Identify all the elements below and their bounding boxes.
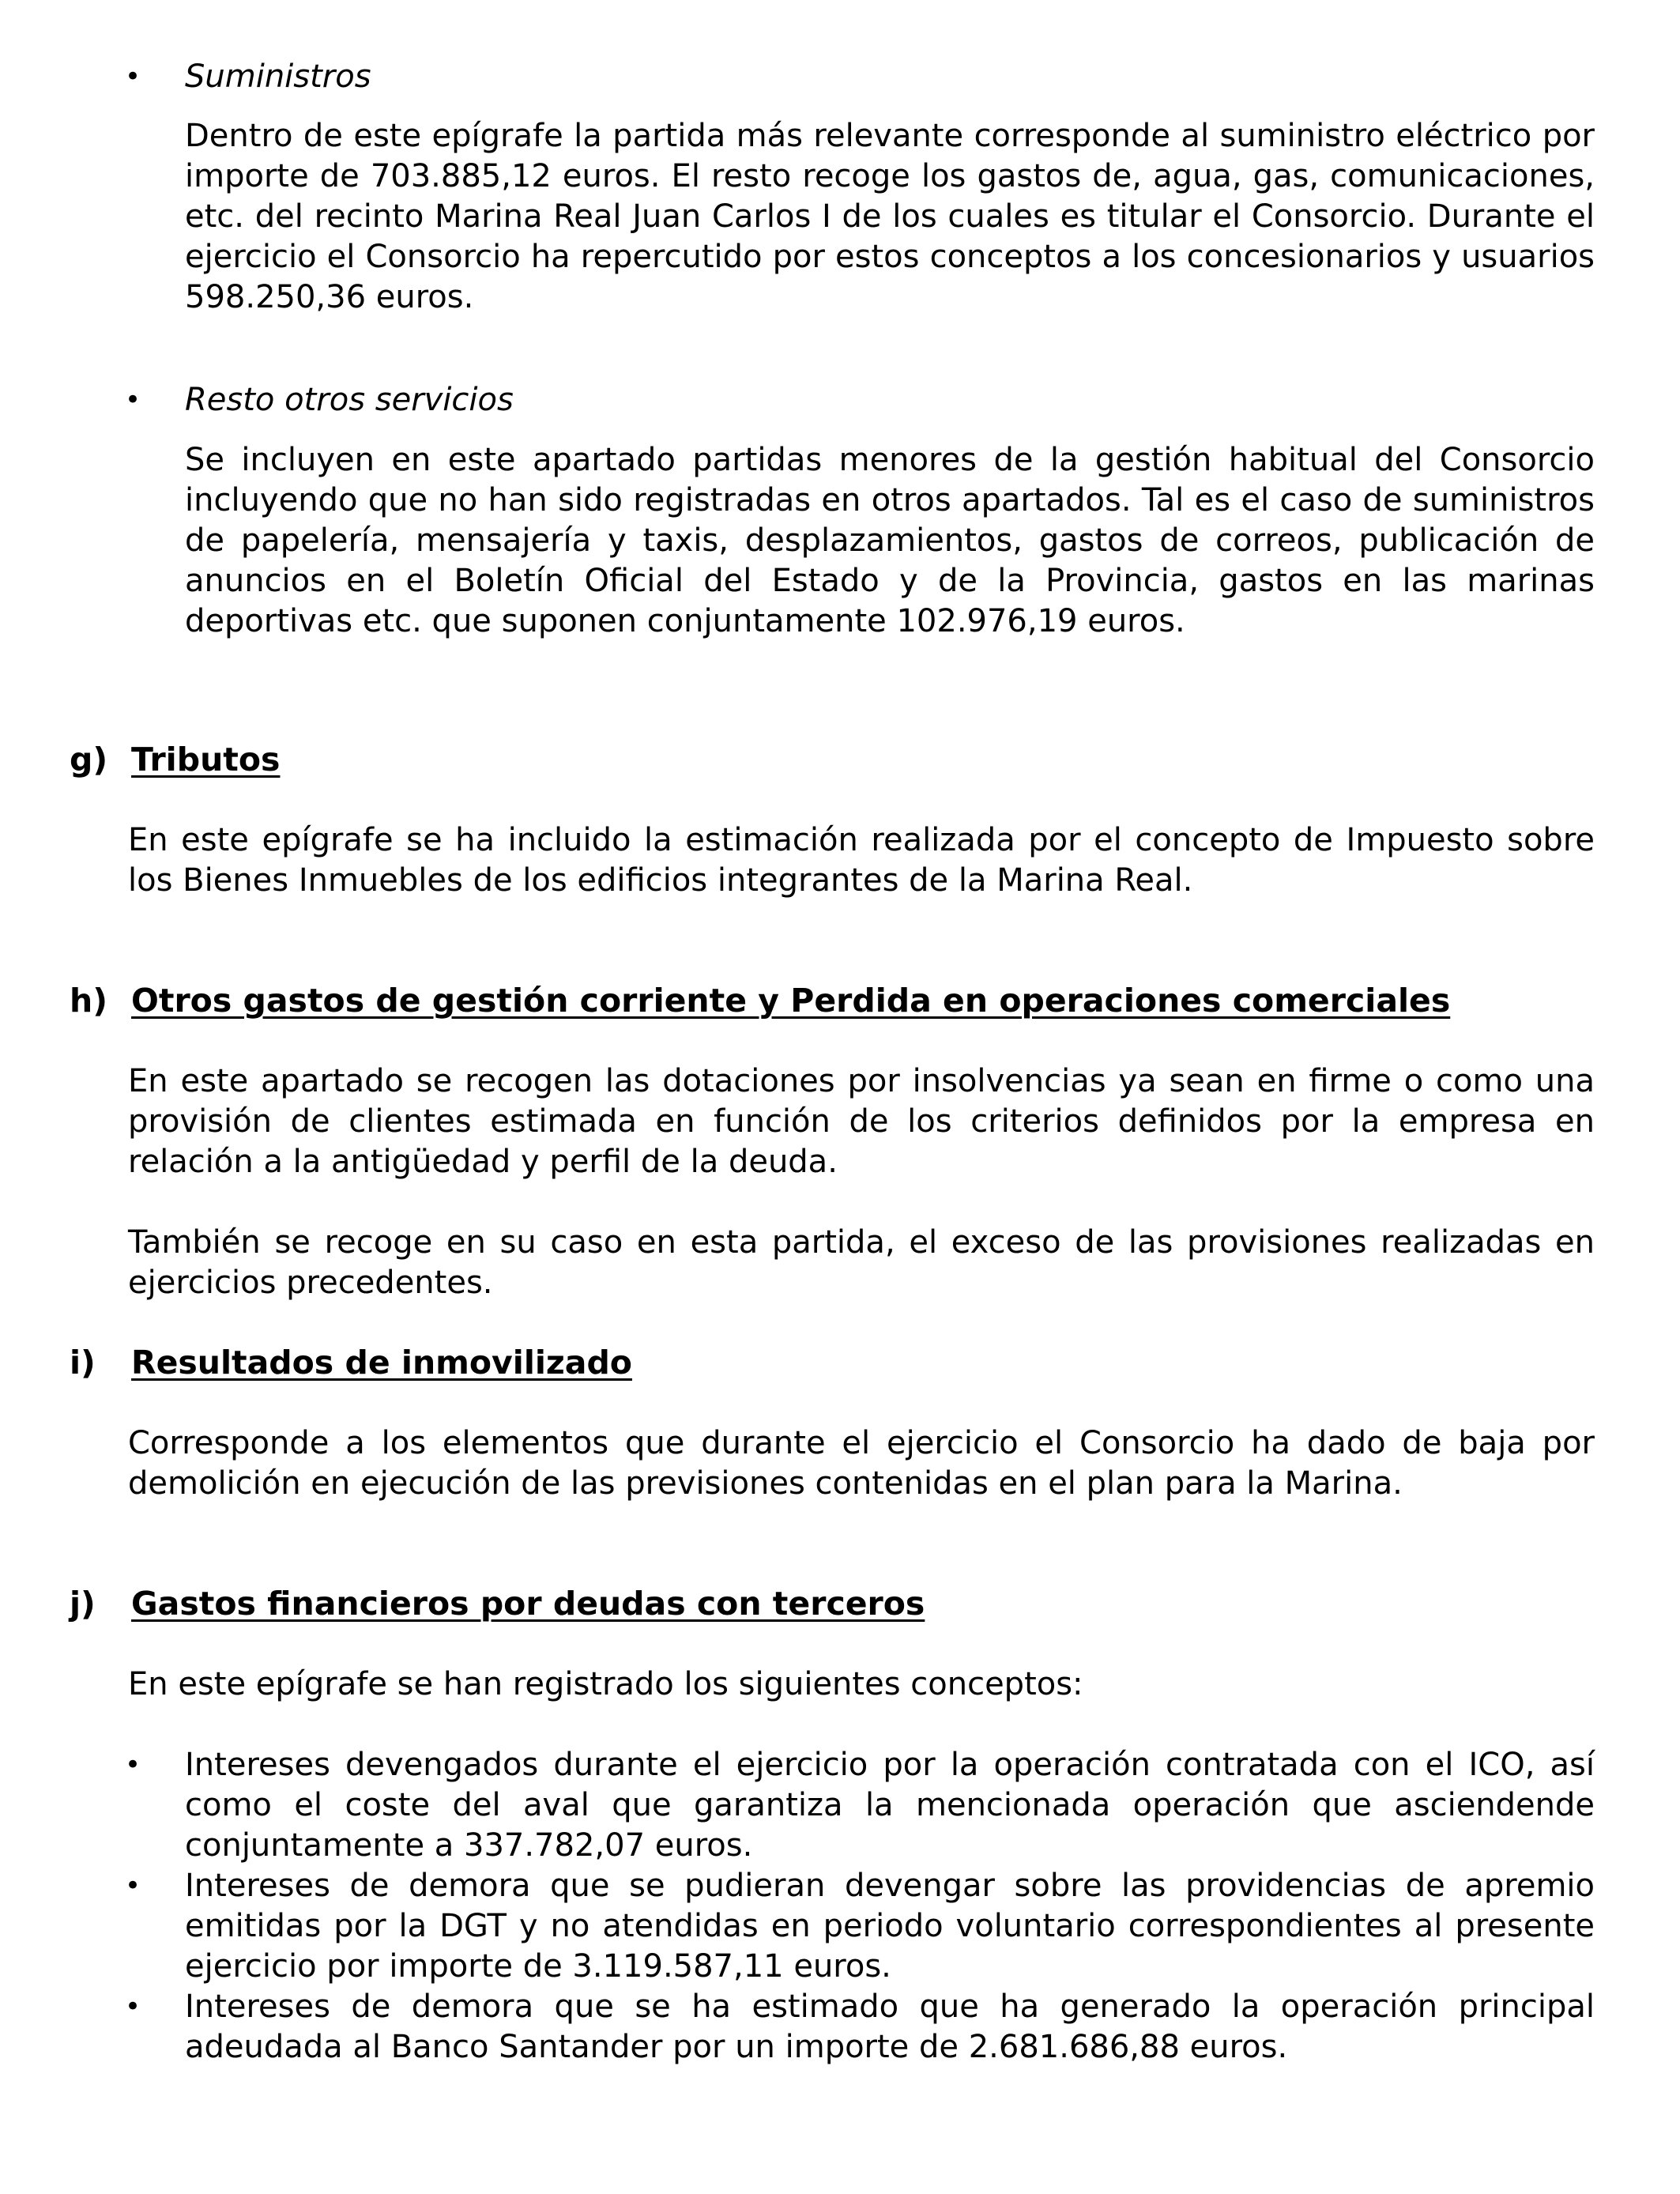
paragraph: Dentro de este epígrafe la partida más relevante corresponde al suministro eléctrico por importe de 703.885,12 euros. El resto recoge los gastos de, agua, gas, comunicaciones, etc. del recinto Marina Real Juan Carlos I de los cuales es titular el Consorcio. Durante el ejercicio el Consorcio ha repercutido por estos conceptos a los concesionarios y usuarios 598.250,36 euros. [185, 118, 1595, 315]
section-heading [70, 1584, 925, 1624]
paragraph: Corresponde a los elementos que durante el ejercicio el Consorcio ha dado de baja por demolición en ejecución de las previsiones contenidas en el plan para la Marina. [128, 1425, 1595, 1502]
paragraph: También se recoge en su caso en esta partida, el exceso de las provisiones realizadas en ejercicios precedentes. [128, 1224, 1595, 1301]
paragraph: En este epígrafe se ha incluido la estimación realizada por el concepto de Impuesto sobre los Bienes Inmuebles de los edificios integrantes de la Marina Real. [128, 822, 1595, 899]
bullet-icon: • [125, 1991, 141, 2022]
item-title: Resto otros servicios [185, 382, 514, 418]
bullet-icon: • [125, 384, 141, 416]
section-title: Otros gastos de gestión corriente y Perdida en operaciones comerciales [131, 982, 1451, 1020]
section-letter: j) [70, 1585, 96, 1623]
paragraph: Se incluyen en este apartado partidas menores de la gestión habitual del Consorcio incluyendo que no han sido registradas en otros apartados. Tal es el caso de suministros de papelería, mensajería y taxis, desplazamientos, gastos de correos, publicación de anuncios en el Boletín Oficial del Estado y de la Provincia, gastos en las marinas deportivas etc. que suponen conjuntamente 102.976,19 euros. [185, 442, 1595, 639]
list-item: Intereses de demora que se pudieran devengar sobre las providencias de apremio emitidas por la DGT y no atendidas en periodo voluntario correspondientes al presente ejercicio por importe de 3.119.587,11 euros. [185, 1868, 1595, 1985]
section-letter: i) [70, 1344, 96, 1382]
section-heading [70, 740, 280, 780]
bullet-icon: • [125, 1749, 141, 1781]
section-heading [70, 981, 1450, 1021]
section-title: Resultados de inmovilizado [131, 1344, 632, 1382]
list-item: Intereses de demora que se ha estimado que ha generado la operación principal adeudada al Banco Santander por un importe de 2.681.686,88 euros. [185, 1989, 1595, 2065]
section-title: Tributos [131, 741, 281, 778]
bullet-icon: • [125, 61, 141, 92]
bullet-icon: • [125, 1870, 141, 1902]
item-title: Suministros [185, 58, 371, 95]
section-letter: g) [70, 741, 108, 778]
section-heading [70, 1343, 632, 1383]
paragraph: En este apartado se recogen las dotaciones por insolvencias ya sean en firme o como una provisión de clientes estimada en función de los criterios definidos por la empresa en relación a la antigüedad y perfil de la deuda. [128, 1063, 1595, 1180]
section-title: Gastos financieros por deudas con terceros [131, 1585, 925, 1623]
section-letter: h) [70, 982, 107, 1020]
list-item: Intereses devengados durante el ejercicio por la operación contratada con el ICO, así como el coste del aval que garantiza la mencionada operación que asciendende conjuntamente a 337.782,07 euros. [185, 1747, 1595, 1864]
paragraph: En este epígrafe se han registrado los siguientes conceptos: [128, 1666, 1083, 1702]
